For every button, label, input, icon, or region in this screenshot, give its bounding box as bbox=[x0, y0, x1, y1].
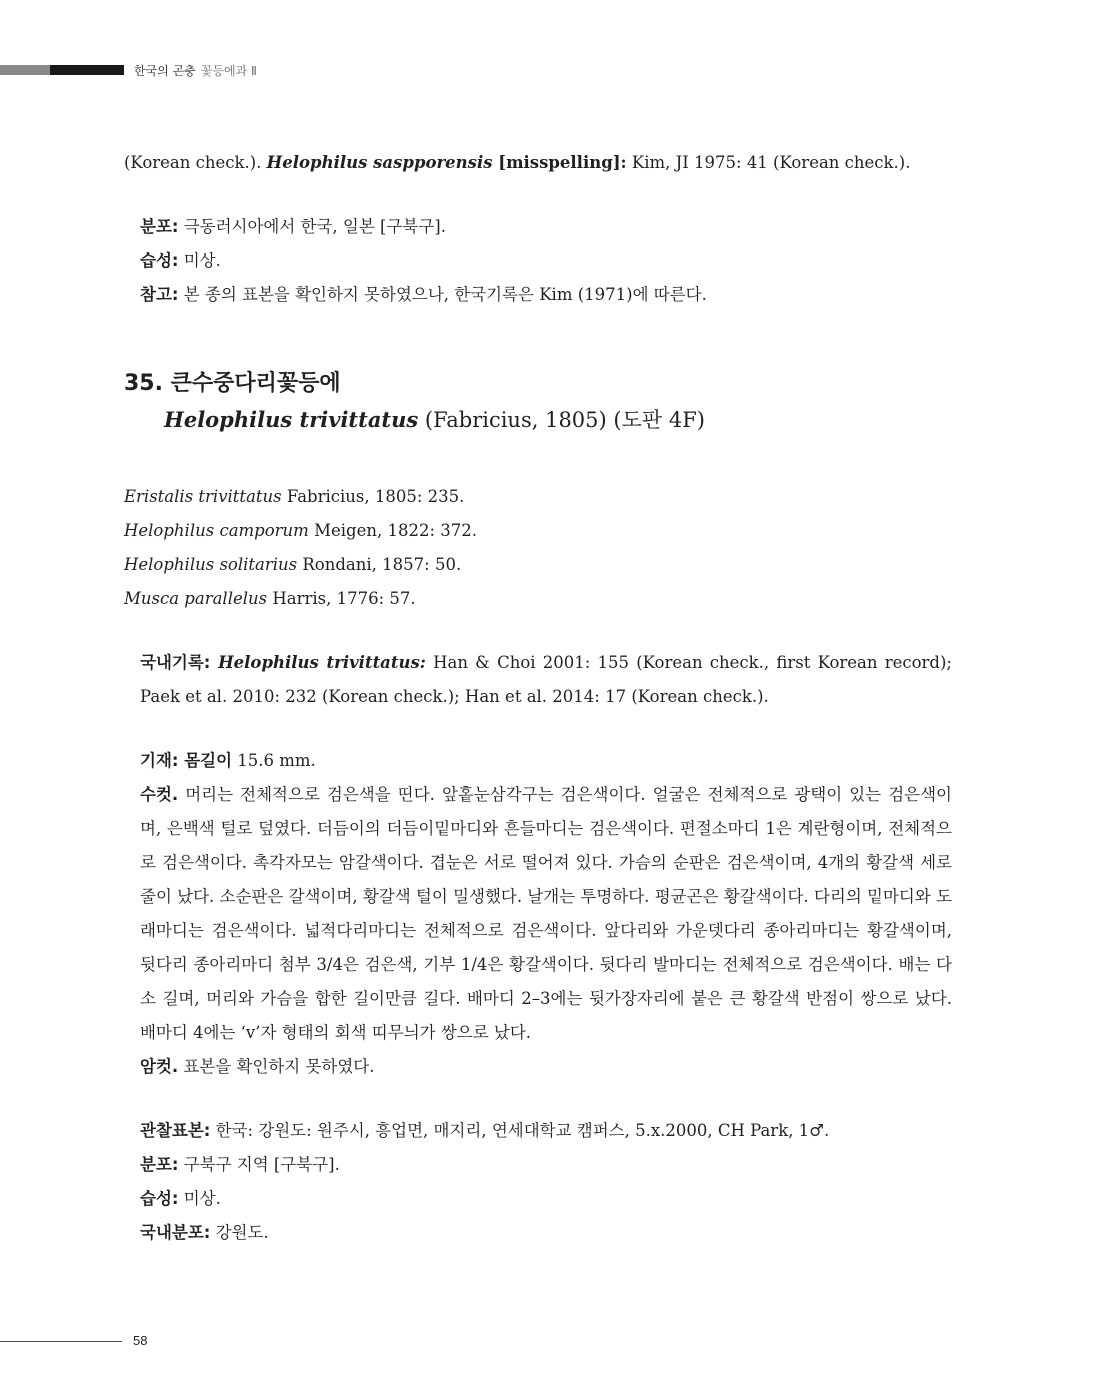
book-subtitle: 꽃등에과 Ⅱ bbox=[200, 64, 257, 78]
distribution: 분포: 구북구 지역 [구북구]. bbox=[140, 1155, 340, 1174]
synonym-list bbox=[124, 480, 952, 616]
page-body bbox=[124, 146, 952, 1250]
running-header-text bbox=[134, 62, 257, 79]
prev-habit: 습성: 미상. bbox=[140, 251, 221, 270]
male-description: 수컷. 머리는 전체적으로 검은색을 띤다. 앞홑눈삼각구는 검은색이다. 얼굴은 전체적으로 광택이 있는 검은색이며, 은백색 털로 덮였다. 더듬이의 더듬이밑마디와 흔들마디는 검은색이다. 편절소마디 1은 계란형이며, 전체적으로 검은색이다. 촉각자모는 암갈색이다. 겹눈은 서로 떨어져 있다. 가슴의 순판은 검은색이며, 4개의 황갈색 세로줄이 났다. 소순판은 갈색이며, 황갈색 털이 밀생했다. 날개는 투명하다. 평균곤은 황갈색이다. 다리의 밑마디와 도래마디는 검은색이다. 넓적다리마디는 전체적으로 검은색이다. 앞다리와 가운뎃다리 종아리마디는 황갈색이며, 뒷다리 종아리마디 첨부 3/4은 검은색, 기부 1/4은 황갈색이다. 뒷다리 발마디는 전체적으로 검은색이다. 배는 다소 길며, 머리와 가슴을 합한 길이만큼 길다. 배마디 2–3에는 뒷가장자리에 붙은 큰 황갈색 반점이 쌍으로 났다. 배마디 4에는 ‘v’자 형태의 회색 띠무늬가 쌍으로 났다. bbox=[140, 785, 952, 1042]
examined-specimens: 관찰표본: 한국: 강원도: 원주시, 흥업면, 매지리, 연세대학교 캠퍼스, 5.x.2000, CH Park, 1♂. bbox=[140, 1121, 830, 1140]
footer-rule bbox=[0, 1341, 122, 1342]
habit: 습성: 미상. bbox=[140, 1189, 221, 1208]
page-number: 58 bbox=[133, 1333, 148, 1348]
synonym-item: Eristalis trivittatus Fabricius, 1805: 235. bbox=[124, 487, 465, 506]
synonym-item: Helophilus camporum Meigen, 1822: 372. bbox=[124, 521, 477, 540]
prev-record-continuation bbox=[124, 146, 952, 180]
running-header bbox=[0, 0, 1100, 140]
book-title: 한국의 곤충 bbox=[134, 64, 196, 78]
species-scientific-name: Helophilus trivittatus (Fabricius, 1805) (도판 4F) bbox=[164, 407, 705, 432]
text-run: Han & Choi 2001: 155 (Korean check., first Korean record); Paek et al. 2010: 232 (Korean check.); Han et al. 2014: 17 (Korean check.). bbox=[140, 653, 952, 706]
female-description: 암컷. 표본을 확인하지 못하였다. bbox=[140, 1057, 375, 1076]
text-run: 국내기록: bbox=[140, 653, 219, 672]
header-bar-grey bbox=[0, 65, 50, 75]
header-bar-black bbox=[50, 65, 124, 75]
text-run: Kim, JI 1975: 41 (Korean check.). bbox=[626, 153, 911, 172]
prev-distribution: 분포: 극동러시아에서 한국, 일본 [구북구]. bbox=[140, 217, 446, 236]
text-run: Helophilus saspporensis bbox=[266, 153, 493, 172]
prev-reference: 참고: 본 종의 표본을 확인하지 못하였으나, 한국기록은 Kim (1971)에 따른다. bbox=[140, 285, 707, 304]
text-run: Helophilus trivittatus: bbox=[218, 653, 426, 672]
korean-distribution: 국내분포: 강원도. bbox=[140, 1223, 269, 1242]
text-run: (Korean check.). bbox=[124, 153, 267, 172]
text-run: [misspelling]: bbox=[492, 153, 627, 172]
synonym-item: Musca parallelus Harris, 1776: 57. bbox=[124, 589, 416, 608]
description: 기재: 몸길이 15.6 mm. bbox=[140, 751, 316, 770]
species-heading: 35. 큰수중다리꽃등에 bbox=[124, 371, 341, 396]
synonym-item: Helophilus solitarius Rondani, 1857: 50. bbox=[124, 555, 462, 574]
domestic-records bbox=[124, 646, 952, 714]
